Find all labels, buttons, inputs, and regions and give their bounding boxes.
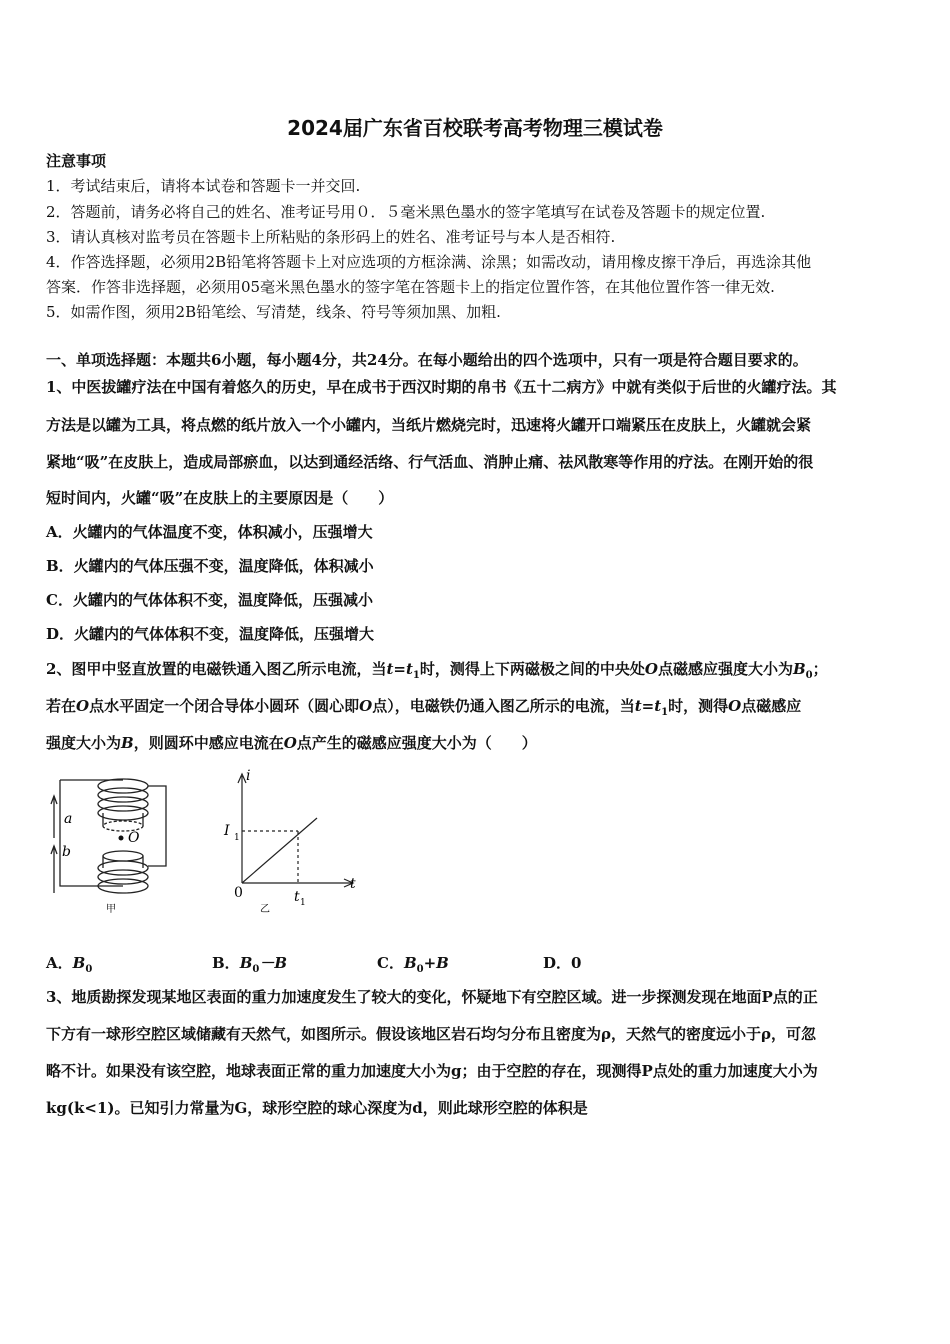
question-text: 下方有一球形空腔区域储藏有天然气，如图所示。假设该地区岩石均匀分布且密度为ρ，天然气的密度远小于ρ，可忽 (46, 1025, 816, 1043)
page-title: 2024届广东省百校联考高考物理三模试卷 (287, 116, 663, 140)
notice-item: 3．请认真核对监考员在答题卡上所粘贴的条形码上的姓名、准考证号与本人是否相符. (46, 228, 616, 246)
label-I1-sub: 1 (234, 833, 240, 843)
coil-top (98, 779, 148, 793)
answer-option: A．$B_0$ (46, 954, 93, 975)
question-text: 若在O点水平固定一个闭合导体小圆环（圆心即O点），电磁铁仍通入图乙所示的电流，当$t=t_1$时，测得O点磁感应 (46, 697, 802, 718)
coil-bottom (98, 861, 148, 875)
notice-item: 2．答题前，请务必将自己的姓名、准考证号用０．５毫米黑色墨水的签字笔填写在试卷及答题卡的规定位置. (46, 203, 766, 221)
notice-item: 1．考试结束后，请将本试卷和答题卡一并交回. (46, 177, 361, 195)
electromagnet-figure (48, 768, 178, 918)
axis-label-i: i (246, 768, 251, 784)
notice-item: 答案．作答非选择题，必须用05毫米黑色墨水的签字笔在答题卡上的指定位置作答，在其他位置作答一律无效. (46, 278, 775, 296)
question-text: kg(k<1)。已知引力常量为G，球形空腔的球心深度为d，则此球形空腔的体积是 (46, 1099, 588, 1117)
question-text: 强度大小为B，则圆环中感应电流在O点产生的磁感应强度大小为（ ） (46, 734, 537, 752)
question-text: 1、中医拔罐疗法在中国有着悠久的历史，早在成书于西汉时期的帛书《五十二病方》中就有类似于后世的火罐疗法。其 (46, 378, 837, 396)
question-text: 略不计。如果没有该空腔，地球表面正常的重力加速度大小为g；由于空腔的存在，现测得P点处的重力加速度大小为 (46, 1062, 818, 1080)
question-text: 3、地质勘探发现某地区表面的重力加速度发生了较大的变化，怀疑地下有空腔区域。进一步探测发现在地面P点的正 (46, 988, 818, 1006)
origin-label: 0 (234, 885, 243, 901)
current-line (242, 818, 317, 883)
answer-option: B．火罐内的气体压强不变，温度降低，体积减小 (46, 557, 374, 575)
figure-caption: 乙 (260, 904, 270, 915)
label-t1: t (294, 889, 300, 905)
answer-option: A．火罐内的气体温度不变，体积减小，压强增大 (46, 523, 373, 541)
question-text: 短时间内，火罐“吸”在皮肤上的主要原因是（ ） (46, 489, 394, 507)
label-t1-sub: 1 (300, 898, 306, 908)
label-I1: I (224, 823, 230, 839)
notice-item: 4．作答选择题，必须用2B铅笔将答题卡上对应选项的方框涂满、涂黑；如需改动，请用橡皮擦干净后，再选涂其他 (46, 253, 812, 271)
answer-option: D．火罐内的气体体积不变，温度降低，压强增大 (46, 625, 375, 643)
section-heading: 一、单项选择题：本题共6小题，每小题4分，共24分。在每小题给出的四个选项中，只有一项是符合题目要求的。 (46, 351, 808, 369)
notice-heading: 注意事项 (46, 152, 107, 170)
center-point (119, 836, 124, 841)
answer-option: C．$B_0+B$ (377, 954, 449, 975)
answer-option: D．0 (543, 954, 582, 972)
notice-item: 5．如需作图，须用2B铅笔绘、写清楚，线条、符号等须加黑、加粗. (46, 303, 501, 321)
answer-option: B．$B_0-B$ (212, 954, 288, 975)
label-o: O (128, 830, 140, 846)
label-a: a (64, 811, 73, 827)
label-b: b (62, 844, 71, 860)
current-time-graph (222, 768, 372, 918)
axis-label-t: t (350, 876, 356, 892)
question-text: 紧地“吸”在皮肤上，造成局部瘀血，以达到通经活络、行气活血、消肿止痛、祛风散寒等作用的疗法。在刚开始的很 (46, 453, 814, 471)
question-text: 方法是以罐为工具，将点燃的纸片放入一个小罐内，当纸片燃烧完时，迅速将火罐开口端紧压在皮肤上，火罐就会紧 (46, 416, 812, 434)
question-text: 2、图甲中竖直放置的电磁铁通入图乙所示电流，当$t=t_1$时，测得上下两磁极之间的中央处O点磁感应强度大小为$B_0$； (46, 660, 828, 681)
answer-option: C．火罐内的气体体积不变，温度降低，压强减小 (46, 591, 373, 609)
figure-caption: 甲 (106, 904, 116, 915)
